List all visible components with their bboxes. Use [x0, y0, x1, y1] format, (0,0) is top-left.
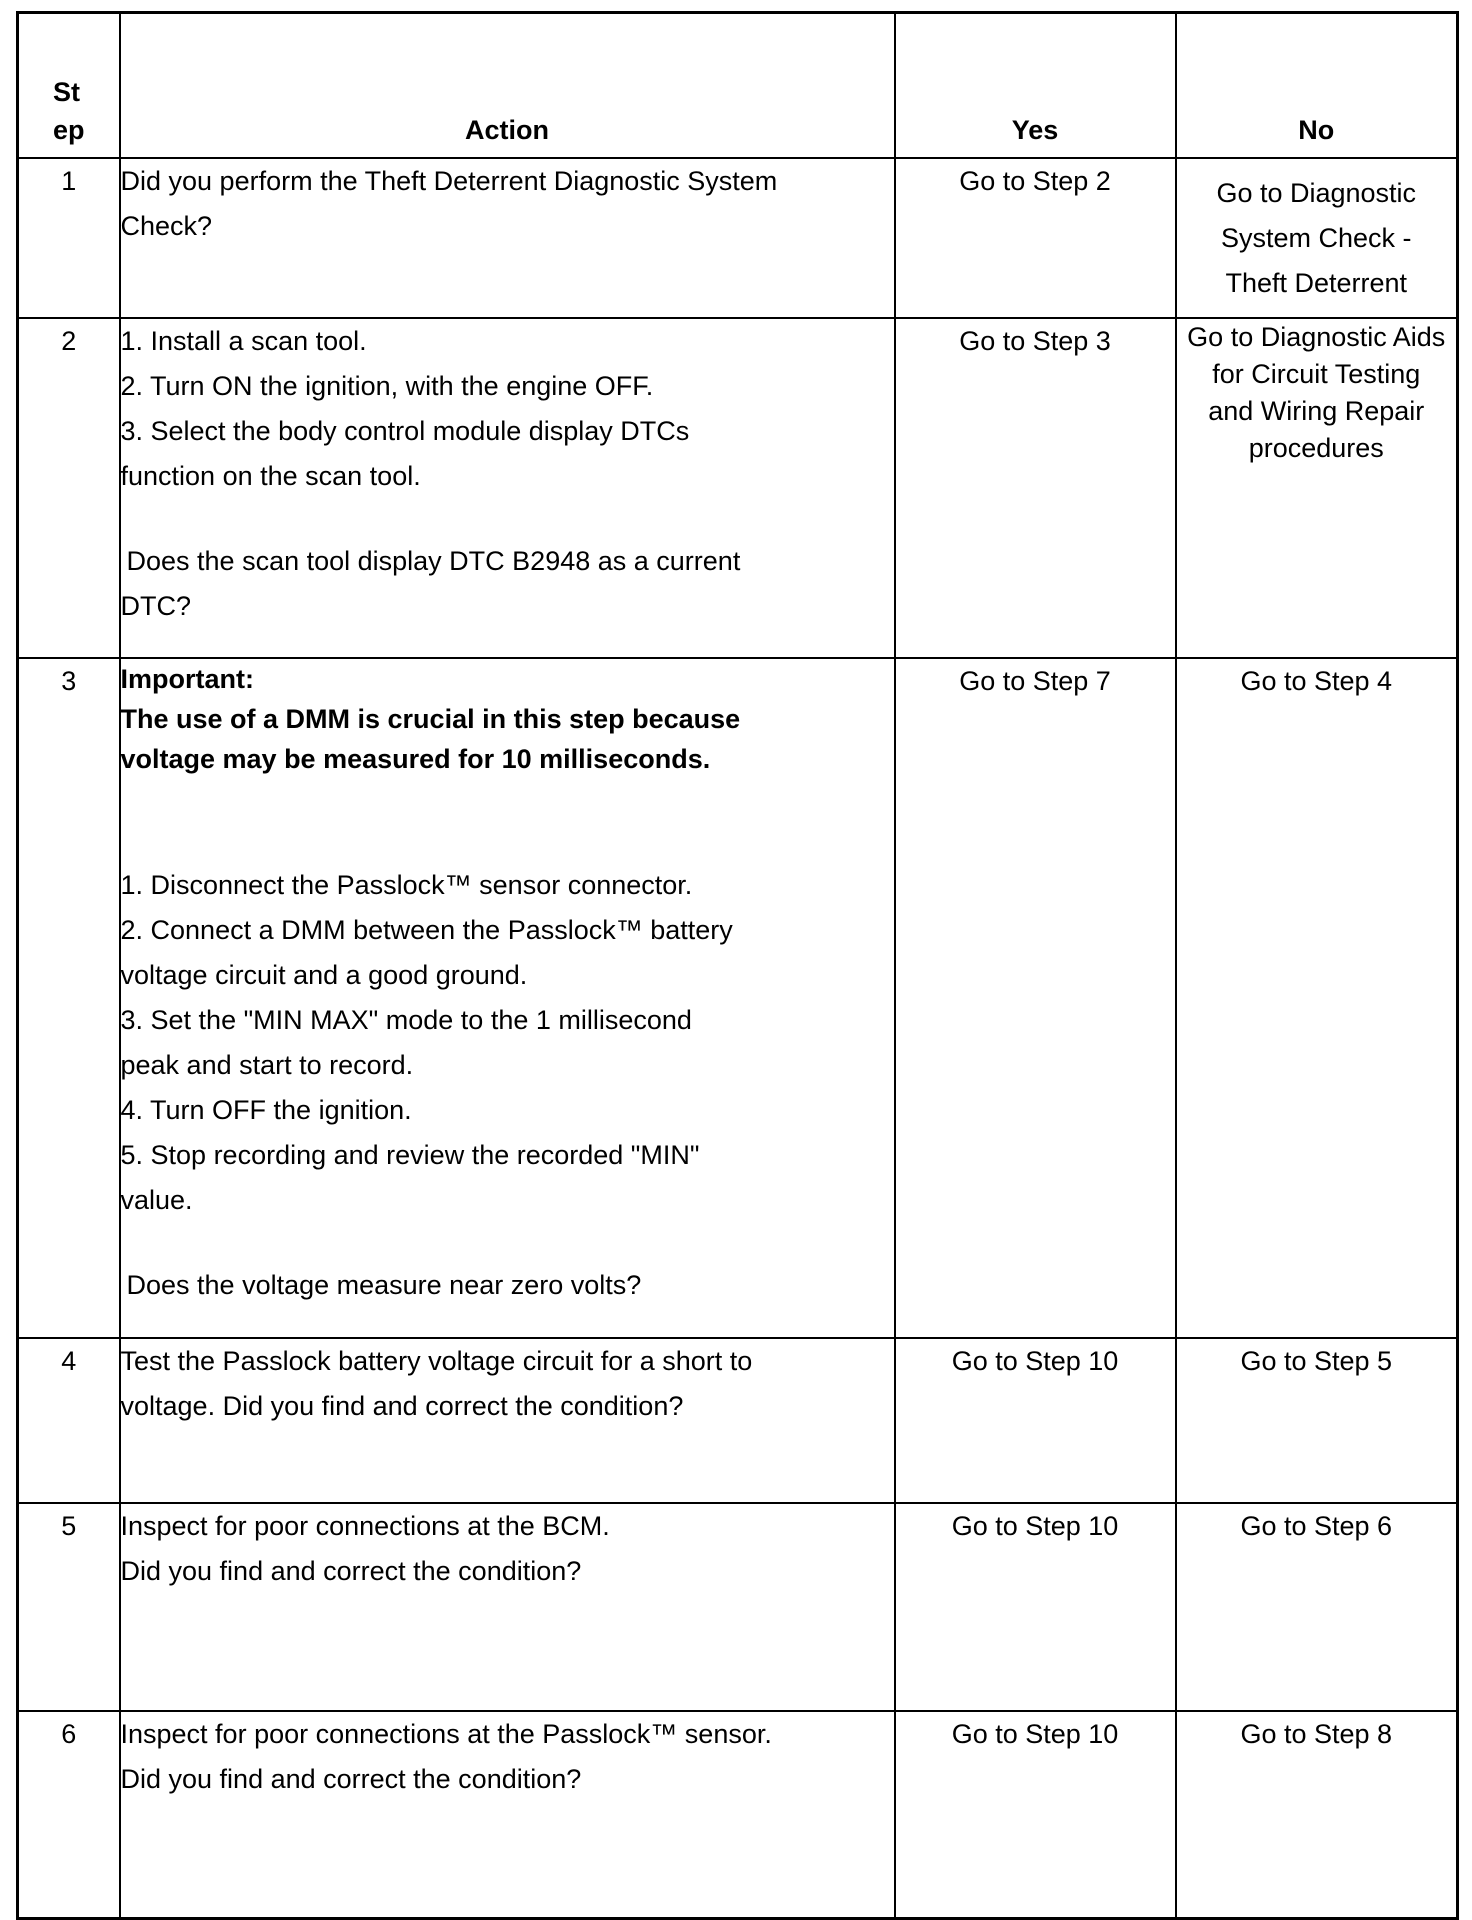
- action-list-item: function on the scan tool.: [120, 460, 421, 491]
- yes-cell: Go to Step 10: [895, 1711, 1176, 1919]
- important-text: The use of a DMM is crucial in this step because: [120, 703, 741, 734]
- header-step-line2: ep: [52, 114, 85, 145]
- header-step-line1: St: [52, 76, 80, 107]
- table-row-step-1: [18, 158, 1458, 318]
- step-number: 4: [18, 1338, 120, 1503]
- table-header: [18, 13, 1458, 158]
- no-text: and Wiring Repair: [1208, 395, 1425, 426]
- no-cell: Go to Step 4: [1176, 658, 1458, 1338]
- action-text: Check?: [120, 210, 213, 241]
- action-text: Inspect for poor connections at the BCM.: [120, 1510, 610, 1541]
- no-text: System Check -: [1220, 222, 1412, 253]
- action-list-item: 2. Turn ON the ignition, with the engine OFF.: [120, 370, 654, 401]
- action-list-item: 4. Turn OFF the ignition.: [120, 1094, 412, 1125]
- yes-cell: Go to Step 2: [895, 158, 1176, 318]
- action-list-item: 5. Stop recording and review the recorded "MIN": [120, 1139, 700, 1170]
- action-text: Did you perform the Theft Deterrent Diagnostic System: [120, 165, 778, 196]
- action-question: Does the scan tool display DTC B2948 as a current: [126, 545, 741, 576]
- action-question: Does the voltage measure near zero volts?: [126, 1269, 642, 1300]
- action-cell: [120, 318, 895, 658]
- header-action: Action: [120, 13, 895, 158]
- step-number: 6: [18, 1711, 120, 1919]
- step-number: 3: [18, 658, 120, 1338]
- action-cell: [120, 1711, 895, 1919]
- step-number: 1: [18, 158, 120, 318]
- action-text: Did you find and correct the condition?: [120, 1763, 582, 1794]
- no-cell: Go to Step 5: [1176, 1338, 1458, 1503]
- action-list-item: voltage circuit and a good ground.: [120, 959, 528, 990]
- no-text: Theft Deterrent: [1225, 267, 1408, 298]
- no-text: procedures: [1248, 432, 1384, 463]
- action-text: Test the Passlock battery voltage circuit for a short to: [120, 1345, 753, 1376]
- action-text: Inspect for poor connections at the Passlock™ sensor.: [120, 1718, 772, 1749]
- action-cell: [120, 1503, 895, 1711]
- no-cell: Go to Step 6: [1176, 1503, 1458, 1711]
- action-question: DTC?: [120, 590, 192, 621]
- action-cell: [120, 1338, 895, 1503]
- table-row-step-2: [18, 318, 1458, 658]
- yes-cell: Go to Step 3: [895, 318, 1176, 658]
- header-row: [18, 13, 1458, 158]
- no-text: for Circuit Testing: [1212, 358, 1421, 389]
- header-no: No: [1176, 13, 1458, 158]
- table-row-step-6: [18, 1711, 1458, 1919]
- yes-cell: Go to Step 10: [895, 1503, 1176, 1711]
- action-text: Did you find and correct the condition?: [120, 1555, 582, 1586]
- important-label: Important:: [120, 663, 254, 694]
- no-cell: [1176, 158, 1458, 318]
- no-cell: [1176, 318, 1458, 658]
- action-cell: [120, 158, 895, 318]
- action-list-item: 1. Install a scan tool.: [120, 325, 367, 356]
- diagnostic-table: [16, 11, 1459, 1920]
- action-list-item: 2. Connect a DMM between the Passlock™ battery: [120, 914, 733, 945]
- header-step: [18, 13, 120, 158]
- action-list-item: peak and start to record.: [120, 1049, 414, 1080]
- action-list-item: value.: [120, 1184, 193, 1215]
- action-list-item: 3. Select the body control module display DTCs: [120, 415, 690, 446]
- table-row-step-4: [18, 1338, 1458, 1503]
- table-row-step-5: [18, 1503, 1458, 1711]
- action-list-item: 1. Disconnect the Passlock™ sensor connector.: [120, 869, 693, 900]
- no-text: Go to Diagnostic: [1216, 177, 1417, 208]
- step-number: 5: [18, 1503, 120, 1711]
- important-text: voltage may be measured for 10 milliseconds.: [120, 743, 711, 774]
- action-text: voltage. Did you find and correct the condition?: [120, 1390, 684, 1421]
- action-cell: [120, 658, 895, 1338]
- no-cell: Go to Step 8: [1176, 1711, 1458, 1919]
- header-yes: Yes: [895, 13, 1176, 158]
- table-row-step-3: [18, 658, 1458, 1338]
- yes-cell: Go to Step 7: [895, 658, 1176, 1338]
- step-number: 2: [18, 318, 120, 658]
- yes-cell: Go to Step 10: [895, 1338, 1176, 1503]
- action-list-item: 3. Set the "MIN MAX" mode to the 1 millisecond: [120, 1004, 692, 1035]
- no-text: Go to Diagnostic Aids: [1187, 321, 1446, 352]
